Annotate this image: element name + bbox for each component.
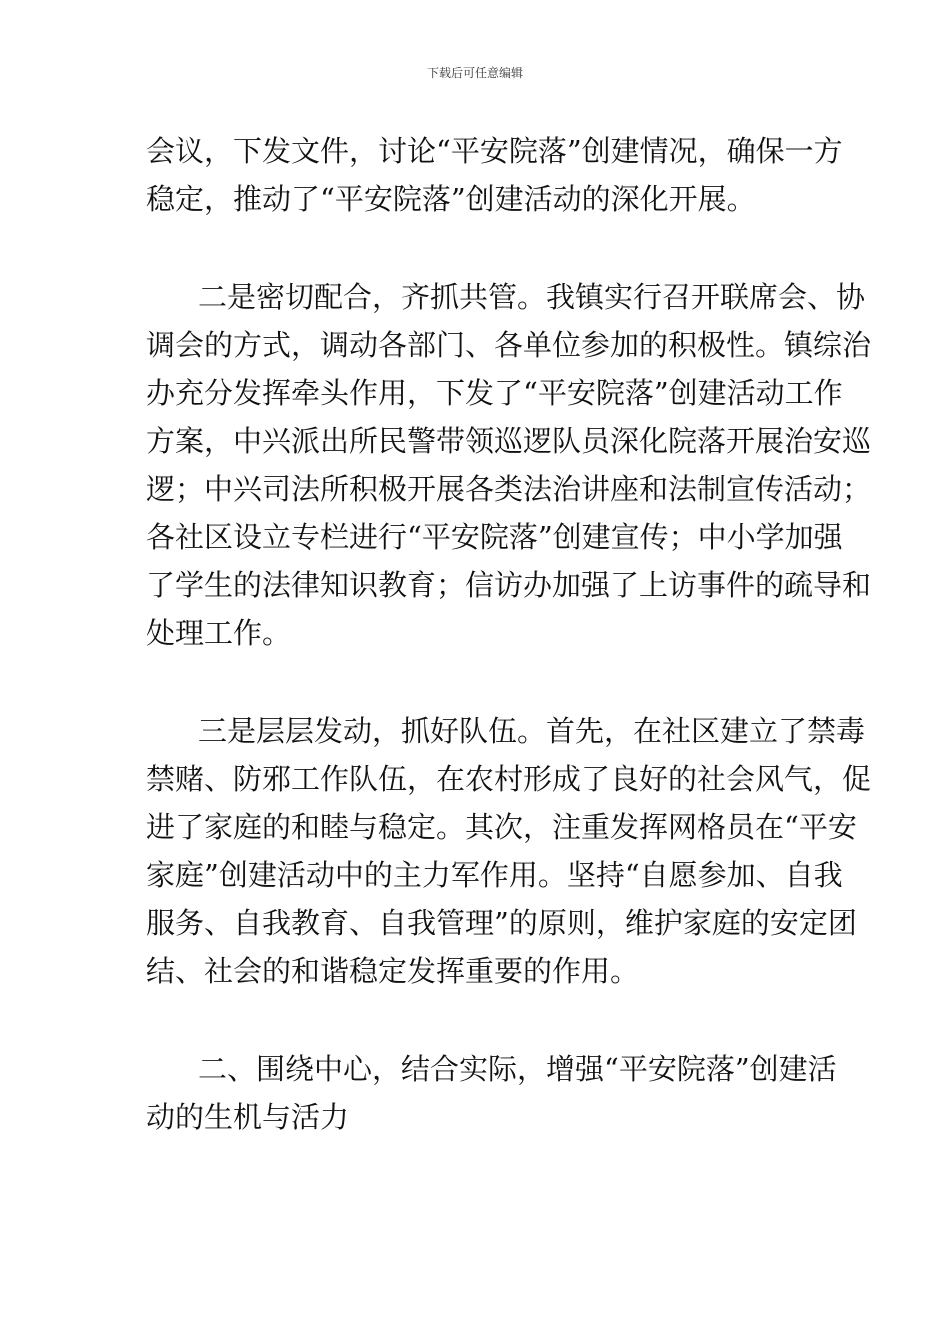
text-line: 处理工作。 <box>146 616 292 650</box>
text-line: 家庭”创建活动中的主力军作用。坚持“自愿参加、自我 <box>146 858 843 892</box>
text-line: 各社区设立专栏进行“平安院落”创建宣传；中小学加强 <box>146 520 843 554</box>
page-header: 下载后可任意编辑 <box>426 66 523 80</box>
text-line: 进了家庭的和睦与稳定。其次，注重发挥网格员在“平安 <box>146 810 857 844</box>
text-line: 禁赌、防邪工作队伍，在农村形成了良好的社会风气，促 <box>146 762 872 796</box>
text-line: 办充分发挥牵头作用，下发了“平安院落”创建活动工作 <box>146 376 843 410</box>
text-line: 了学生的法律知识教育；信访办加强了上访事件的疏导和 <box>146 568 872 602</box>
text-line: 三是层层发动，抓好队伍。首先，在社区建立了禁毒 <box>198 714 866 748</box>
text-line: 服务、自我教育、自我管理”的原则，维护家庭的安定团 <box>146 906 857 940</box>
text-line: 逻；中兴司法所积极开展各类法治讲座和法制宣传活动； <box>146 472 872 506</box>
text-line: 方案，中兴派出所民警带领巡逻队员深化院落开展治安巡 <box>146 424 872 458</box>
text-line: 会议，下发文件，讨论“平安院落”创建情况，确保一方 <box>146 134 843 168</box>
text-line: 稳定，推动了“平安院落”创建活动的深化开展。 <box>146 182 756 216</box>
text-line: 调会的方式，调动各部门、各单位参加的积极性。镇综治 <box>146 328 872 362</box>
text-line: 动的生机与活力 <box>146 1100 350 1134</box>
text-line: 二、围绕中心，结合实际，增强“平安院落”创建活 <box>198 1052 837 1086</box>
text-line: 结、社会的和谐稳定发挥重要的作用。 <box>146 954 640 988</box>
text-line: 二是密切配合，齐抓共管。我镇实行召开联席会、协 <box>198 280 866 314</box>
